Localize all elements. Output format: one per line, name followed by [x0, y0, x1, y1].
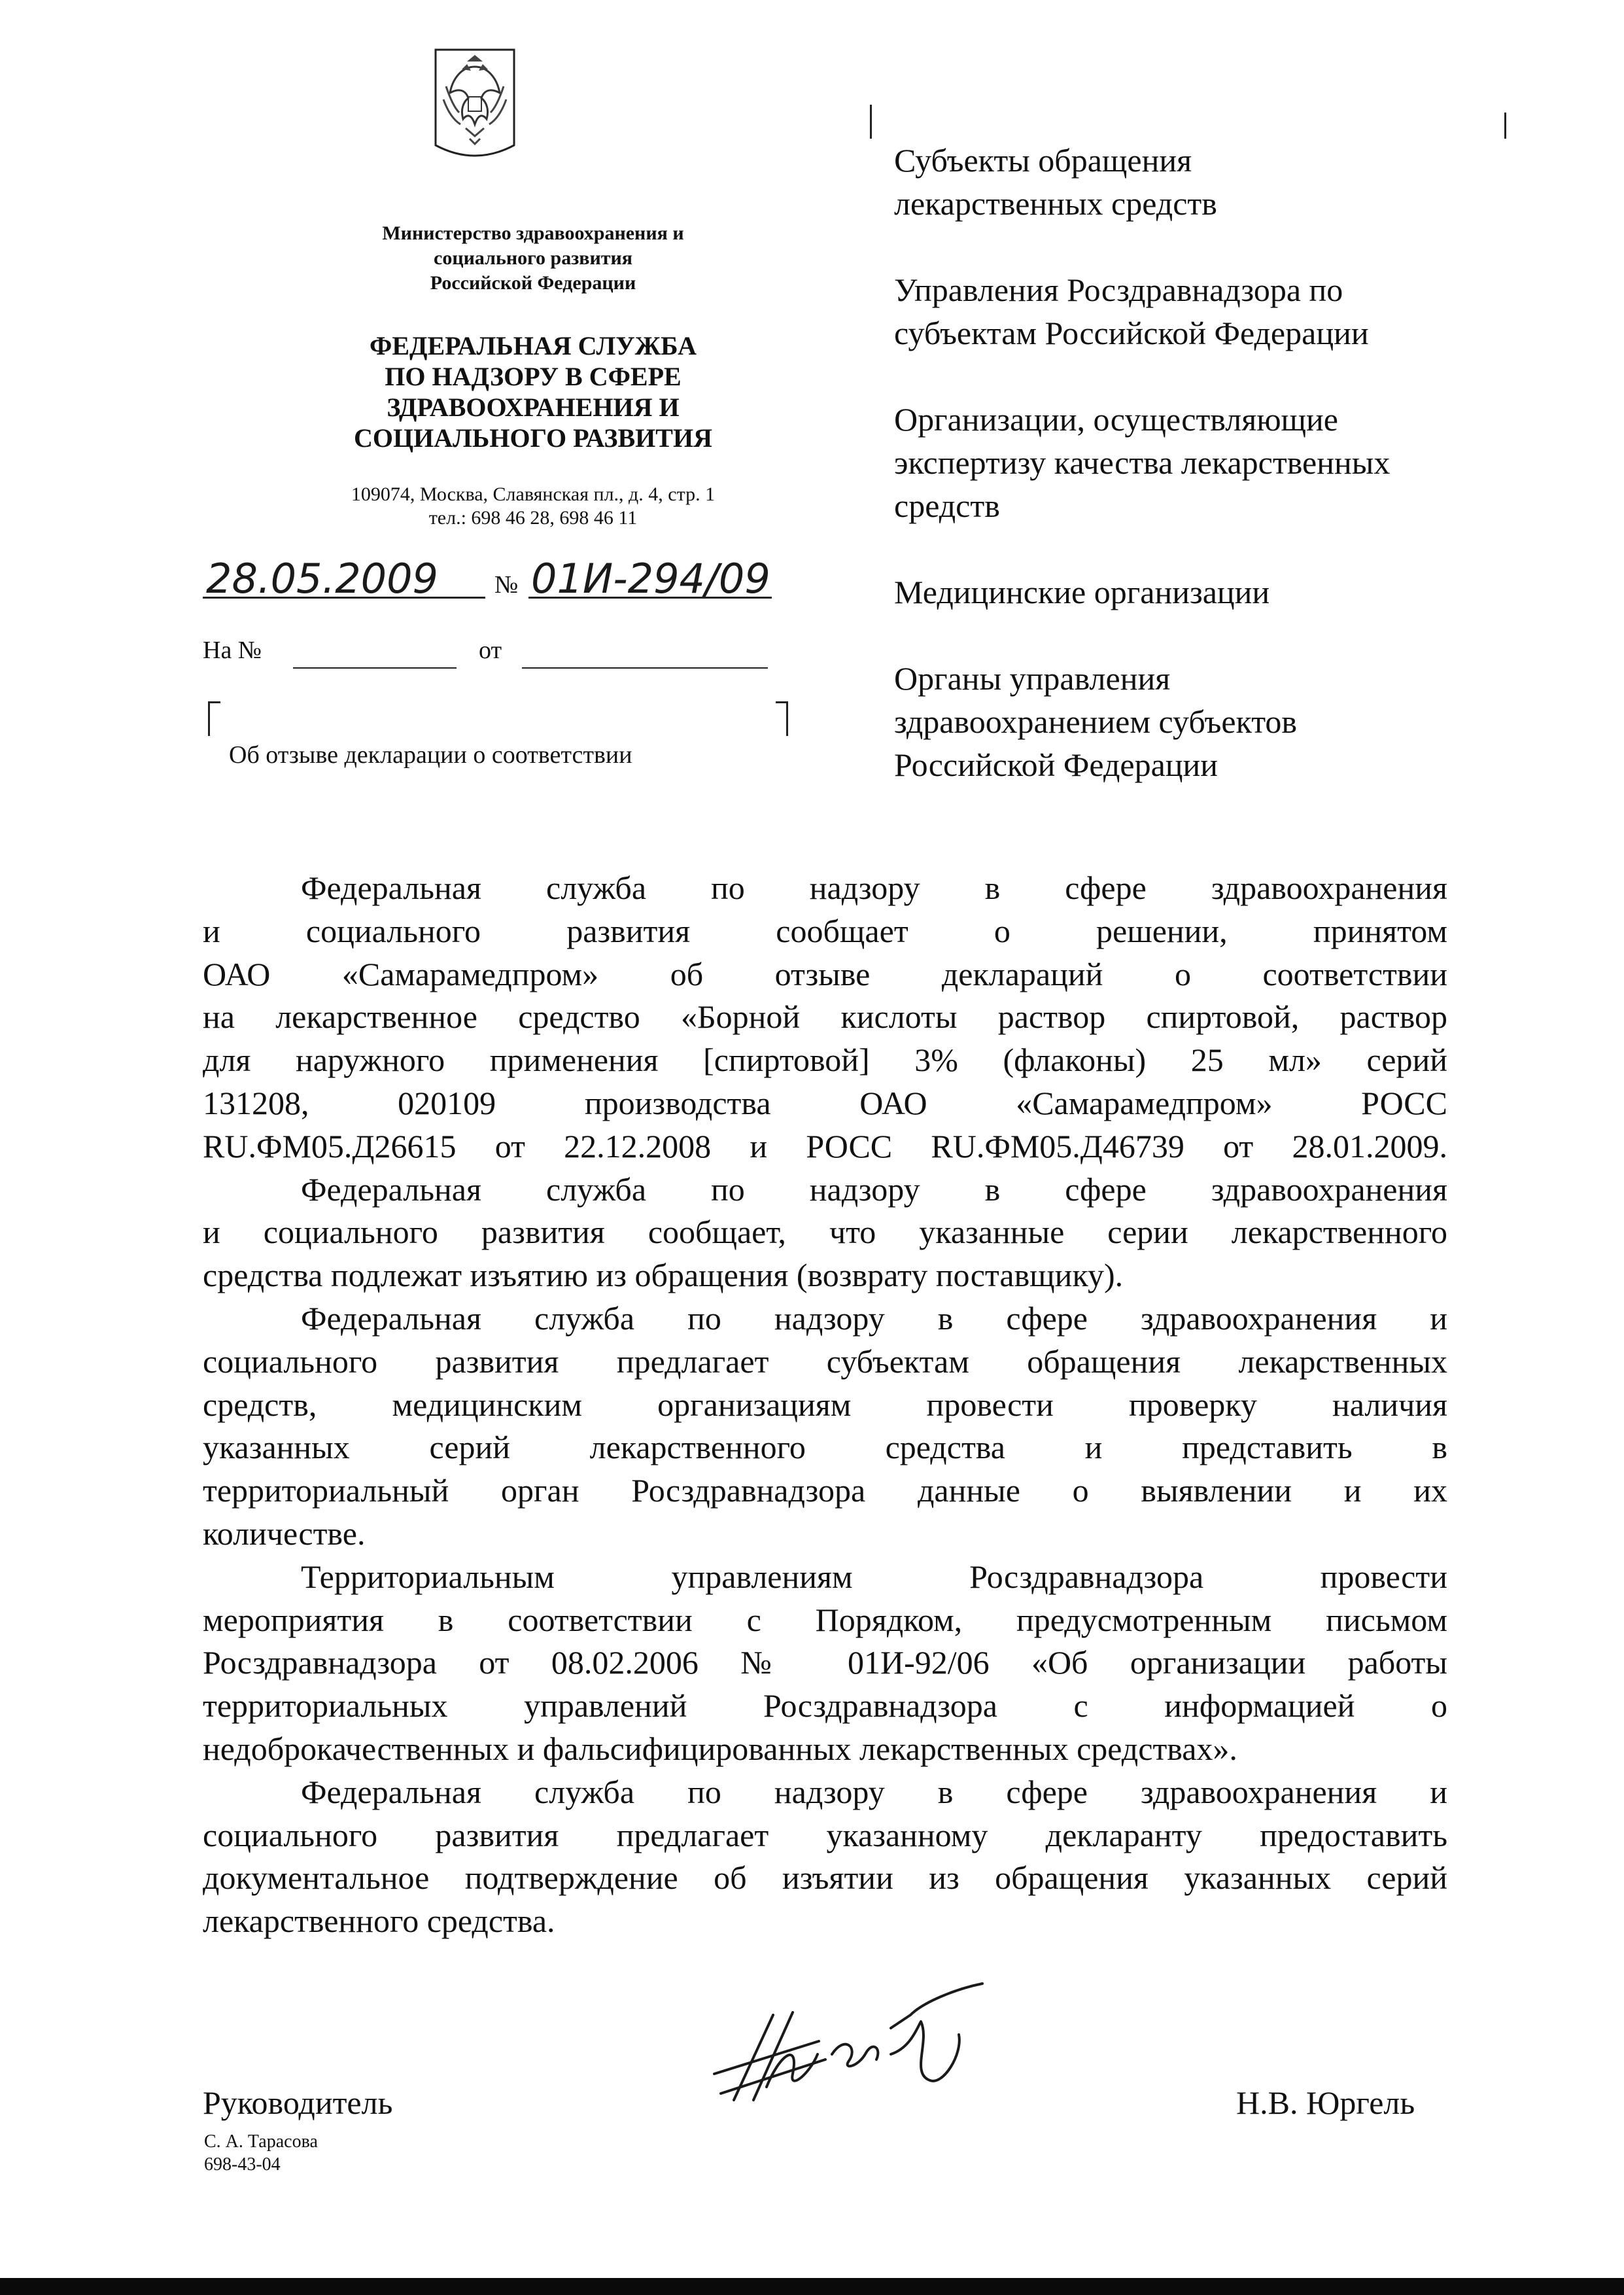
- address-line: 109074, Москва, Славянская пл., д. 4, стр. 1: [351, 483, 716, 505]
- body-line: средств, медицинским организациям провести проверку наличия: [203, 1386, 1447, 1423]
- service-address: [249, 483, 818, 530]
- body-paragraph: [203, 1168, 1447, 1297]
- registration-number: 01И-294/09: [531, 555, 770, 603]
- scan-edge: [0, 2278, 1624, 2295]
- body-paragraph: [203, 1556, 1447, 1771]
- signer-position: Руководитель: [203, 2084, 393, 2121]
- phone-line: тел.: 698 46 28, 698 46 11: [428, 507, 638, 529]
- body-paragraph: [203, 867, 1447, 1168]
- addressee: [894, 139, 1587, 225]
- margin-mark: [870, 105, 872, 139]
- body-line: мероприятия в соответствии с Порядком, предусмотренным письмом: [203, 1601, 1447, 1638]
- service-line: СОЦИАЛЬНОГО РАЗВИТИЯ: [354, 423, 712, 453]
- addressee-line: субъектам Российской Федерации: [894, 315, 1369, 351]
- executor-phone: 698-43-04: [204, 2154, 281, 2175]
- addressee: [894, 570, 1587, 614]
- handwritten-signature-icon: [695, 1976, 1002, 2113]
- service-name: [249, 330, 818, 453]
- body-line: Федеральная служба по надзору в сфере здравоохранения: [301, 869, 1447, 906]
- body-line: указанных серий лекарственного средства и представить в: [203, 1429, 1447, 1466]
- body-line: Федеральная служба по надзору в сфере здравоохранения: [301, 1170, 1447, 1208]
- body-line: социального развития предлагает указанному декларанту предоставить: [203, 1816, 1447, 1853]
- subject-bracket-left: [208, 701, 220, 736]
- body-paragraph: [203, 1297, 1447, 1556]
- addressee-line: Субъекты обращения: [894, 142, 1192, 179]
- body-line: лекарственного средства.: [203, 1902, 555, 1940]
- addressee: [894, 657, 1587, 786]
- body-line: Территориальным управлениям Росздравнадзора провести: [301, 1558, 1447, 1595]
- addressee: [894, 268, 1587, 355]
- body-line: Федеральная служба по надзору в сфере здравоохранения и: [301, 1299, 1447, 1337]
- body-line: для наружного применения [спиртовой] 3% (флаконы) 25 мл» серий: [203, 1042, 1447, 1079]
- coat-of-arms-icon: [433, 47, 517, 164]
- number-sign: №: [494, 571, 519, 599]
- addressee-line: средств: [894, 487, 1000, 524]
- body-line: и социального развития сообщает, что указанные серии лекарственного: [203, 1214, 1447, 1251]
- body-line: Федеральная служба по надзору в сфере здравоохранения и: [301, 1773, 1447, 1810]
- registration-date: 28.05.2009: [206, 555, 438, 603]
- body-line: и социального развития сообщает о решении, принятом: [203, 912, 1447, 949]
- from-label: от: [479, 637, 502, 664]
- reply-to-label: На №: [203, 637, 262, 664]
- body-line: Росздравнадзора от 08.02.2006 № 01И-92/06 «Об организации работы: [203, 1644, 1447, 1681]
- letter-body: [203, 867, 1447, 1943]
- body-line: территориальных управлений Росздравнадзора с информацией о: [203, 1687, 1447, 1725]
- body-line: количестве.: [203, 1515, 366, 1552]
- ministry-name: [249, 221, 818, 296]
- body-line: социального развития предлагает субъектам обращения лекарственных: [203, 1342, 1447, 1380]
- body-line: территориальный орган Росздравнадзора данные о выявлении и их: [203, 1472, 1447, 1509]
- executor-name: С. А. Тарасова: [204, 2131, 318, 2152]
- ministry-line: социального развития: [434, 247, 632, 269]
- ministry-line: Российской Федерации: [430, 272, 636, 294]
- signer-name: Н.В. Юргель: [1236, 2084, 1415, 2121]
- body-line: на лекарственное средство «Борной кислоты раствор спиртовой, раствор: [203, 998, 1447, 1036]
- ministry-line: Министерство здравоохранения и: [382, 222, 684, 244]
- body-line: RU.ФМ05.Д26615 от 22.12.2008 и РОСС RU.ФМ05.Д46739 от 28.01.2009.: [203, 1127, 1447, 1165]
- addressee-line: лекарственных средств: [894, 185, 1217, 222]
- margin-mark: [1504, 113, 1506, 139]
- service-line: ЗДРАВООХРАНЕНИЯ И: [387, 393, 680, 422]
- addressee-line: Российской Федерации: [894, 746, 1218, 783]
- body-line: недоброкачественных и фальсифицированных лекарственных средствах».: [203, 1730, 1237, 1767]
- body-line: 131208, 020109 производства ОАО «Самарамедпром» РОСС: [203, 1084, 1447, 1121]
- number-underline: [528, 597, 772, 599]
- reply-to-number-field: [293, 667, 457, 669]
- service-line: ПО НАДЗОРУ В СФЕРЕ: [385, 362, 682, 391]
- addressee-line: Медицинские организации: [894, 574, 1270, 610]
- addressee-line: Организации, осуществляющие: [894, 401, 1339, 438]
- subject-bracket-right: [776, 701, 788, 736]
- body-line: средства подлежат изъятию из обращения (возврату поставщику).: [203, 1257, 1124, 1294]
- addressees-block: [894, 139, 1587, 786]
- service-line: ФЕДЕРАЛЬНАЯ СЛУЖБА: [370, 331, 697, 360]
- reply-to-date-field: [522, 667, 768, 669]
- body-paragraph: [203, 1771, 1447, 1943]
- addressee-line: здравоохранением субъектов: [894, 703, 1298, 740]
- addressee-line: Управления Росздравнадзора по: [894, 272, 1343, 308]
- date-underline: [203, 597, 485, 599]
- letter-subject: Об отзыве декларации о соответствии: [229, 741, 632, 769]
- addressee-line: Органы управления: [894, 660, 1171, 697]
- addressee-line: экспертизу качества лекарственных: [894, 444, 1391, 481]
- body-line: ОАО «Самарамедпром» об отзыве деклараций о соответствии: [203, 955, 1447, 992]
- addressee: [894, 398, 1587, 527]
- body-line: документальное подтверждение об изъятии из обращения указанных серий: [203, 1859, 1447, 1897]
